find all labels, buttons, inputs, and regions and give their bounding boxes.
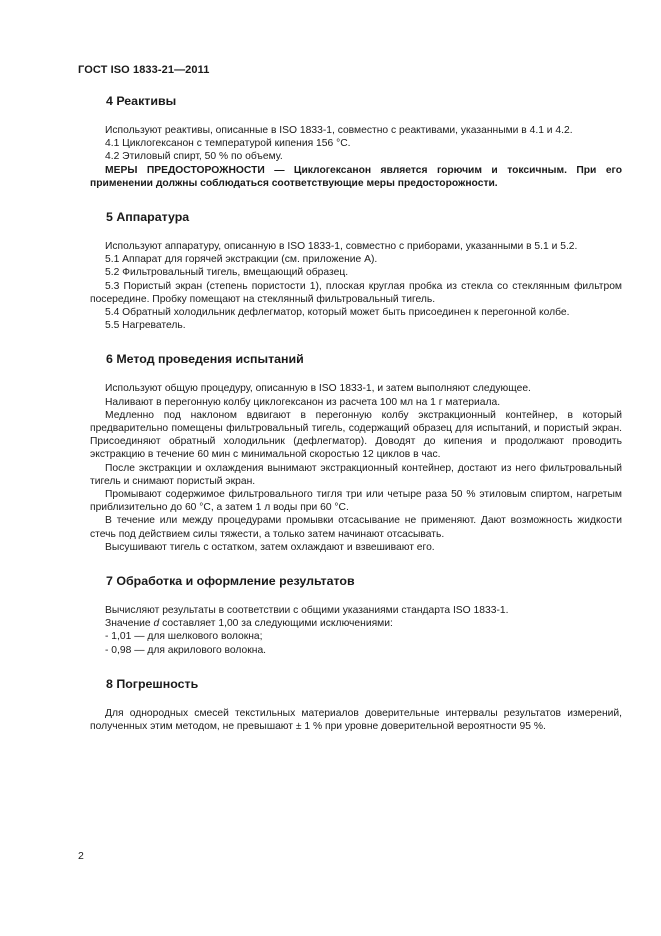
section-reagents [90,92,622,190]
paragraph: Медленно под наклоном вдвигают в перегонную колбу экстракционный контейнер, в который предварительно помещены фильтровальный тигель, содержащий образец для испытаний, и пористый экран. Присоединяют обратный холодильник (дефлегматор). Доводят до кипения и продолжают проводить экстракцию в течение 60 мин с минимальной скоростью 12 циклов в час. [90,409,622,461]
paragraph: 5.2 Фильтровальный тигель, вмещающий образец. [105,267,349,279]
paragraph: После экстракции и охлаждения вынимают экстракционный контейнер, достают из него фильтровальный тигель и снимают пористый экран. [90,462,622,487]
paragraph: Наливают в перегонную колбу циклогексанон из расчета 100 мл на 1 г материала. [105,396,501,408]
paragraph: 4.1 Циклогексанон с температурой кипения 156 °С. [105,138,351,150]
text-fragment: составляет 1,00 за следующими исключениями: [159,618,393,630]
section-title: 4 Реактивы [106,94,177,108]
text-fragment: Значение [105,618,154,630]
paragraph: Вычисляют результаты в соответствии с общими указаниями стандарта ISO 1833-1. [105,605,509,617]
paragraph: Высушивают тигель с остатком, затем охлаждают и взвешивают его. [105,541,435,553]
section-results [90,572,622,657]
section-title: 7 Обработка и оформление результатов [106,574,355,589]
paragraph: Используют общую процедуру, описанную в ISO 1833-1, и затем выполняют следующее. [105,383,531,395]
section-method [90,350,622,554]
page-number: 2 [78,850,84,862]
list-item: - 0,98 — для акрилового волокна. [105,644,267,656]
section-title: 8 Погрешность [106,676,199,691]
section-title: 5 Аппаратура [106,210,190,225]
document-body [90,92,622,733]
paragraph: В течение или между процедурами промывки отсасывание не применяют. Дают возможность жидкости стечь под действием силы тяжести, а только затем начинают отсасывать. [90,515,622,540]
paragraph: 5.1 Аппарат для горячей экстракции (см. приложение А). [105,254,378,266]
section-apparatus [90,208,622,332]
document-header: ГОСТ ISO 1833-21—2011 [78,64,210,76]
section-title: 6 Метод проведения испытаний [106,352,304,367]
paragraph: Используют аппаратуру, описанную в ISO 1833-1, совместно с приборами, указанными в 5.1 и 5.2. [105,241,578,253]
paragraph [90,617,622,630]
paragraph: Промывают содержимое фильтровального тигля три или четыре раза 50 % этиловым спиртом, нагретым приблизительно до 60 °С, а затем 1 л воды при 60 °С. [90,489,622,514]
paragraph: 5.4 Обратный холодильник дефлегматор, который может быть присоединен к перегонной колбе. [105,307,570,319]
paragraph: 5.5 Нагреватель. [105,320,186,332]
paragraph: 4.2 Этиловый спирт, 50 % по объему. [105,151,283,163]
paragraph: 5.3 Пористый экран (степень пористости 1), плоская круглая пробка из стекла со стеклянным фильтром посередине. Пробку помещают на стеклянный фильтровальный тигель. [90,280,622,305]
section-precision [90,675,622,733]
warning-paragraph: МЕРЫ ПРЕДОСТОРОЖНОСТИ — Циклогексанон является горючим и токсичным. При его применении должны соблюдаться соответствующие меры предосторожности. [90,164,622,189]
variable-d: d [153,618,160,630]
paragraph: Для однородных смесей текстильных материалов доверительные интервалы результатов измерений, полученных этим методом, не превышают ± 1 % при уровне доверительной вероятности 95 %. [90,707,622,733]
paragraph: Используют реактивы, описанные в ISO 1833-1, совместно с реактивами, указанными в 4.1 и 4.2. [105,125,573,136]
list-item: - 1,01 — для шелкового волокна; [105,631,263,643]
